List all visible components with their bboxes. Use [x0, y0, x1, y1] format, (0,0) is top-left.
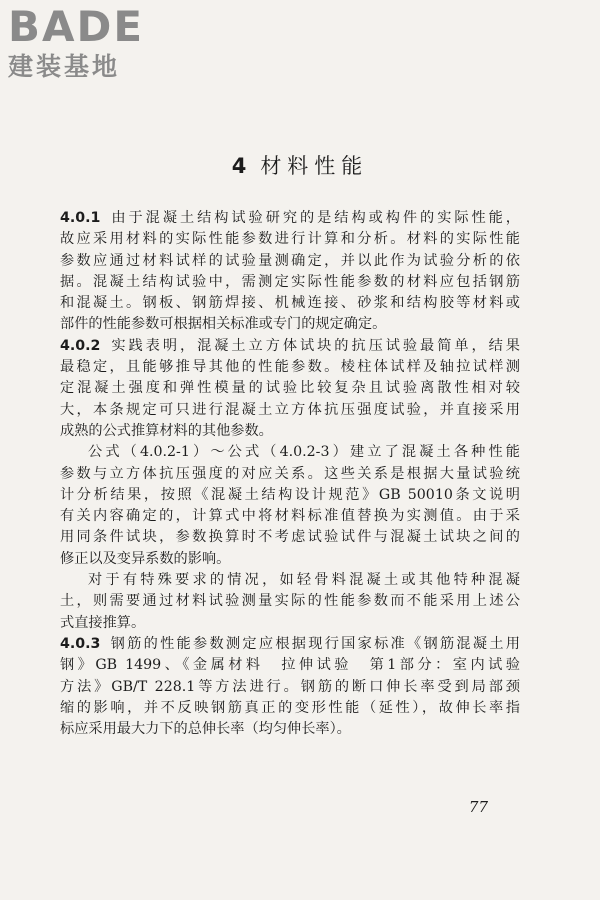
text-line — [60, 314, 520, 335]
publisher-logo — [8, 4, 188, 82]
text-line — [60, 293, 520, 314]
text-line — [60, 527, 520, 548]
line-text: 用同条件试块，参数换算时不考虑试验试件与混凝土试块之间的 — [60, 529, 520, 546]
body-text — [60, 208, 520, 740]
line-text: 参数应通过材料试样的试验量测确定，并以此作为试验分析的依 — [60, 252, 520, 269]
text-line — [60, 442, 520, 463]
line-text: 成熟的公式推算材料的其他参数。 — [60, 422, 273, 439]
text-line — [60, 208, 520, 229]
text-line — [60, 719, 520, 740]
line-text: 据。混凝土结构试验中，需测定实际性能参数的材料应包括钢筋 — [60, 273, 520, 290]
clause-number: 4.0.2 — [60, 337, 101, 354]
text-line — [60, 570, 520, 591]
text-line — [60, 634, 520, 655]
line-text: 钢》GB 1499、《金属材料 拉伸试验 第1部分：室内试验 — [60, 657, 520, 674]
clause-number: 4.0.3 — [60, 635, 101, 652]
line-text: 故应采用材料的实际性能参数进行计算和分析。材料的实际性能 — [60, 231, 520, 248]
line-text: 由于混凝土结构试验研究的是结构或构件的实际性能， — [108, 210, 520, 226]
text-line — [60, 655, 520, 676]
logo-subtitle: 建装基地 — [8, 52, 121, 81]
line-text: 参数与立方体抗压强度的对应关系。这些关系是根据大量试验统 — [60, 465, 520, 482]
clause-paragraph — [60, 208, 520, 336]
line-text: 标应采用最大力下的总伸长率（均匀伸长率）。 — [60, 721, 351, 738]
line-text: 对于有特殊要求的情况，如轻骨料混凝土或其他特种混凝 — [88, 572, 520, 589]
line-text: 方法》GB/T 228.1等方法进行。钢筋的断口伸长率受到局部颈 — [60, 678, 520, 695]
line-text: 式直接推算。 — [60, 614, 146, 631]
line-text: 定混凝土强度和弹性模量的试验比较复杂且试验离散性相对较 — [60, 380, 520, 397]
text-line — [60, 698, 520, 719]
clause-number: 4.0.1 — [60, 210, 101, 226]
text-line — [60, 464, 520, 485]
text-line — [60, 336, 520, 357]
chapter-heading — [0, 150, 600, 180]
line-text: 大，本条规定可只进行混凝土立方体抗压强度试验，并直接采用 — [60, 401, 520, 418]
text-line — [60, 613, 520, 634]
text-line — [60, 378, 520, 399]
line-text: 有关内容确定的，计算式中将材料标准值替换为实测值。由于采 — [60, 508, 520, 525]
line-text: 最稳定，且能够推导其他的性能参数。棱柱体试样及轴拉试样测 — [60, 359, 520, 376]
text-line — [60, 421, 520, 442]
line-text: 修正以及变异系数的影响。 — [60, 550, 231, 567]
logo-wordmark: BADE — [8, 2, 145, 51]
page-number: 77 — [468, 798, 488, 816]
text-line — [60, 549, 520, 570]
chapter-title: 材料性能 — [260, 154, 369, 178]
line-text: 钢筋的性能参数测定应根据现行国家标准《钢筋混凝土用 — [108, 635, 520, 652]
clause-paragraph — [60, 336, 520, 442]
text-line — [60, 229, 520, 250]
text-line — [60, 251, 520, 272]
explanation-paragraph — [60, 442, 520, 570]
text-line — [60, 677, 520, 698]
line-text: 公式（4.0.2-1）～公式（4.0.2-3）建立了混凝土各种性能 — [88, 444, 520, 461]
line-text: 实践表明，混凝土立方体试块的抗压试验最简单，结果 — [108, 337, 520, 354]
text-line — [60, 506, 520, 527]
line-text: 和混凝土。钢板、钢筋焊接、机械连接、砂浆和结构胶等材料或 — [60, 295, 520, 312]
text-line — [60, 591, 520, 612]
chapter-number: 4 — [231, 154, 253, 178]
clause-paragraph — [60, 634, 520, 740]
text-line — [60, 357, 520, 378]
text-line — [60, 272, 520, 293]
explanation-paragraph — [60, 570, 520, 634]
text-line — [60, 400, 520, 421]
line-text: 土，则需要通过材料试验测量实际的性能参数而不能采用上述公 — [60, 593, 520, 610]
line-text: 部件的性能参数可根据相关标准或专门的规定确定。 — [60, 316, 387, 333]
line-text: 计分析结果，按照《混凝土结构设计规范》GB 50010条文说明 — [60, 486, 520, 503]
text-line — [60, 485, 520, 506]
line-text: 缩的影响，并不反映钢筋真正的变形性能（延性），故伸长率指 — [60, 699, 520, 716]
